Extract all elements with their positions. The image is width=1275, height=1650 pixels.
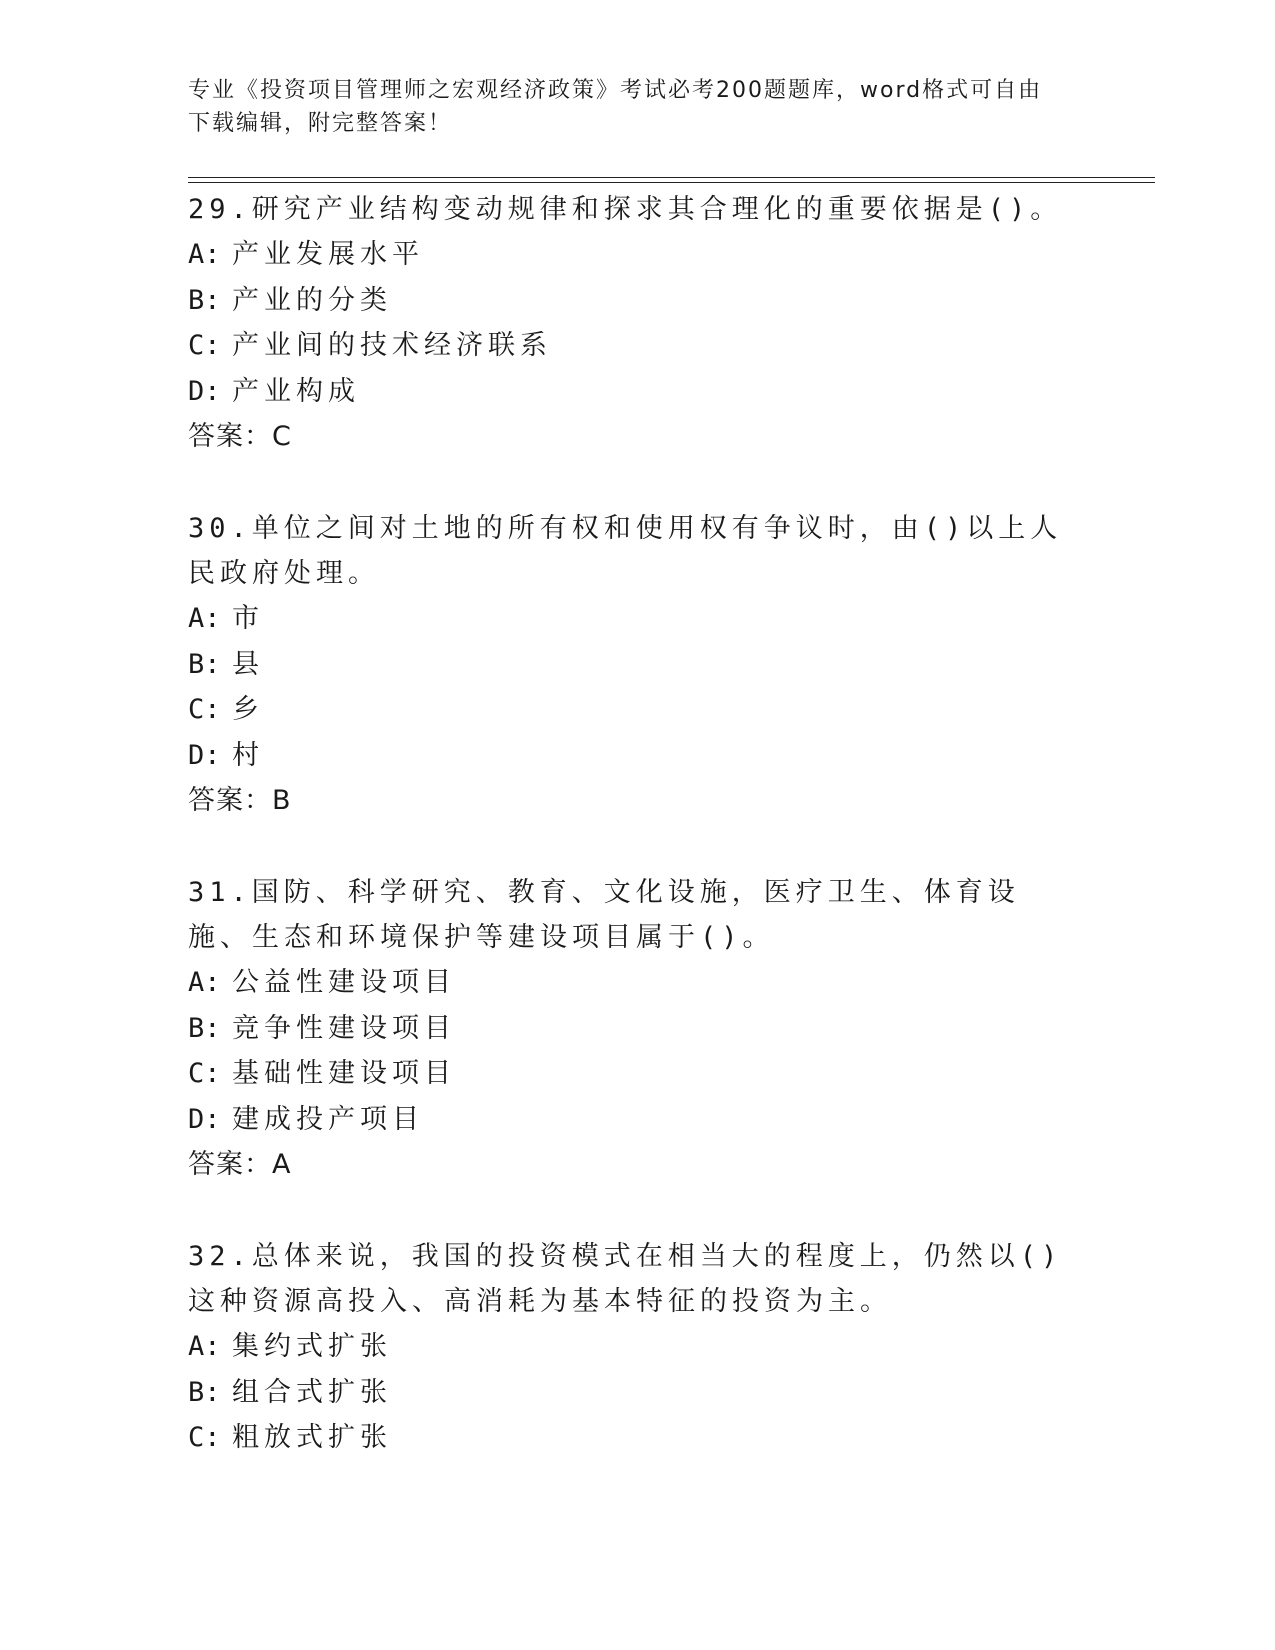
option-key: B:: [188, 1012, 221, 1044]
option-text: 产业发展水平: [232, 239, 424, 270]
question-stem: 32.总体来说，我国的投资模式在相当大的程度上，仍然以()这种资源高投入、高消耗为基本特征的投资为主。: [188, 1241, 1063, 1317]
option-text: 产业构成: [232, 375, 360, 407]
option-text: 粗放式扩张: [232, 1422, 392, 1453]
header-line-2: 下载编辑，附完整答案！: [188, 111, 453, 136]
option-text: 村: [232, 739, 264, 771]
option-a: [188, 1324, 1088, 1370]
option-c: [188, 1051, 1088, 1097]
option-b: [188, 278, 1088, 324]
document-header: [188, 74, 1088, 140]
option-key: A:: [188, 603, 221, 634]
option-text: 建成投产项目: [232, 1103, 424, 1135]
option-key: B:: [188, 284, 221, 316]
option-text: 产业的分类: [232, 284, 392, 316]
option-d: [188, 1097, 1088, 1143]
option-a: [188, 596, 1088, 642]
option-b: [188, 1006, 1088, 1052]
option-key: C:: [188, 1058, 221, 1089]
question-29: [188, 187, 1088, 459]
option-key: A:: [188, 239, 221, 270]
option-d: [188, 733, 1088, 779]
option-text: 市: [232, 603, 264, 634]
option-text: 集约式扩张: [232, 1331, 392, 1362]
option-d: [188, 369, 1088, 415]
option-text: 竞争性建设项目: [232, 1012, 456, 1044]
option-text: 产业间的技术经济联系: [232, 330, 552, 361]
option-a: [188, 960, 1088, 1006]
option-a: [188, 232, 1088, 278]
question-31: [188, 870, 1088, 1187]
option-c: [188, 1415, 1088, 1461]
question-list: [188, 187, 1088, 1508]
question-30: [188, 506, 1088, 823]
option-key: C:: [188, 1422, 221, 1453]
option-text: 乡: [232, 694, 264, 725]
option-key: C:: [188, 330, 221, 361]
option-b: [188, 1370, 1088, 1416]
option-key: A:: [188, 1331, 221, 1362]
option-key: A:: [188, 967, 221, 998]
answer-line: 答案：C: [188, 421, 292, 452]
header-line-1: 专业《投资项目管理师之宏观经济政策》考试必考200题题库，word格式可自由: [188, 78, 1043, 103]
option-key: D:: [188, 739, 221, 771]
option-key: D:: [188, 375, 221, 407]
option-b: [188, 642, 1088, 688]
question-stem: 29.研究产业结构变动规律和探求其合理化的重要依据是()。: [188, 194, 1063, 225]
option-key: C:: [188, 694, 221, 725]
option-key: B:: [188, 1376, 221, 1408]
option-text: 公益性建设项目: [232, 967, 456, 998]
question-stem: 30.单位之间对土地的所有权和使用权有争议时，由()以上人民政府处理。: [188, 513, 1063, 589]
option-text: 县: [232, 648, 264, 680]
option-text: 组合式扩张: [232, 1376, 392, 1408]
header-divider-top: [188, 177, 1155, 178]
option-c: [188, 687, 1088, 733]
question-32: [188, 1234, 1088, 1461]
option-key: D:: [188, 1103, 221, 1135]
option-key: B:: [188, 648, 221, 680]
question-stem: 31.国防、科学研究、教育、文化设施，医疗卫生、体育设施、生态和环境保护等建设项目属于()。: [188, 877, 1020, 953]
answer-line: 答案：B: [188, 785, 292, 816]
option-text: 基础性建设项目: [232, 1058, 456, 1089]
option-c: [188, 323, 1088, 369]
header-divider-bottom: [188, 182, 1155, 183]
answer-line: 答案：A: [188, 1149, 292, 1180]
